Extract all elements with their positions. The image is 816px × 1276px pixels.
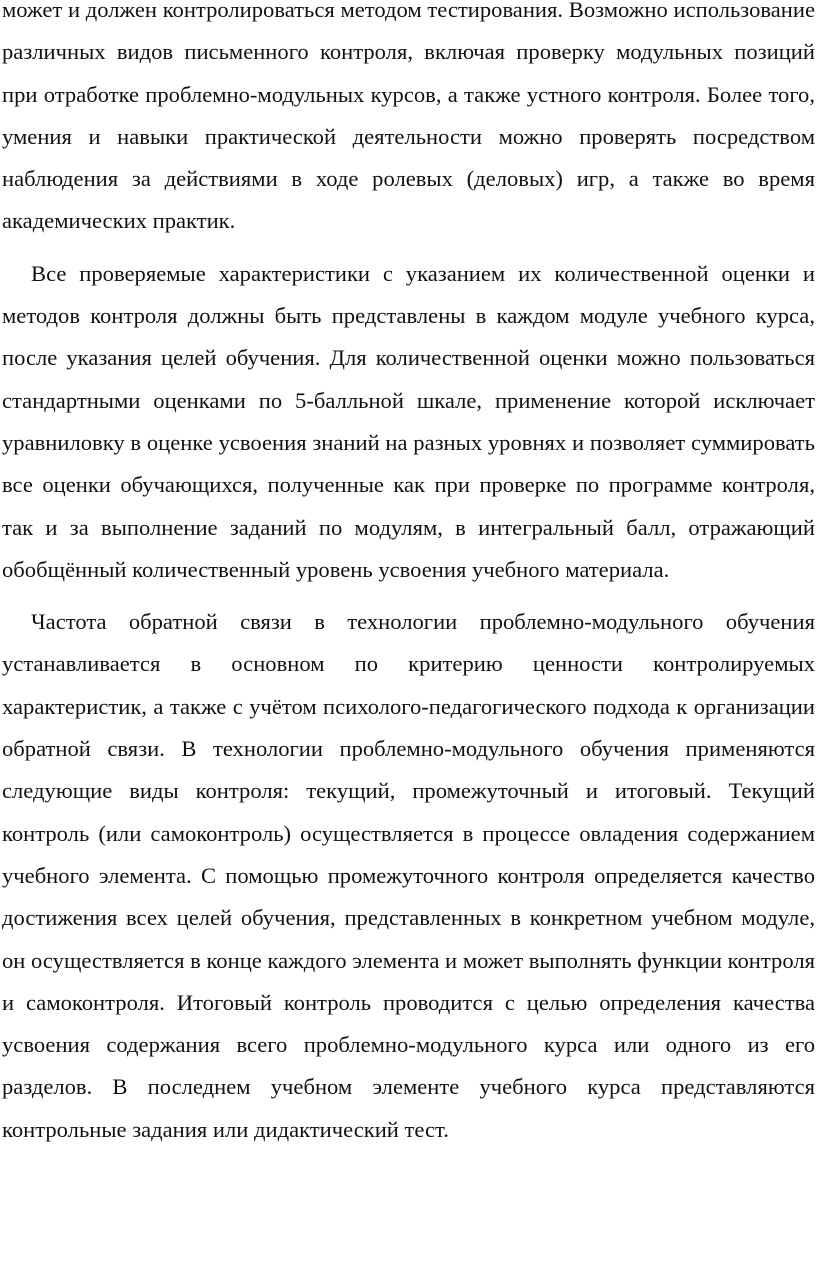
paragraph-continuation: может и должен контролироваться методом тестирования. Возможно использование различных видов письменного контроля, включая проверку модульных позиций при отработке проблемно-модульных курсов, а также устного контроля. Более того, умения и навыки практической деятельности можно проверять посредством наблюдения за действиями в ходе ролевых (деловых) игр, а также во время академических практик. [2,0,815,234]
paragraph-feedback-frequency: Частота обратной связи в технологии проблемно-модульного обучения устанавливается в основном по критерию ценности контролируемых характеристик, а также с учётом психолого-педагогического подхода к организации обратной связи. В технологии проблемно-модульного обучения применяются следующие виды контроля: текущий, промежуточный и итоговый. Текущий контроль (или самоконтроль) осуществляется в процессе овладения содержанием учебного элемента. С помощью промежуточного контроля определяется качество достижения всех целей обучения, представленных в конкретном учебном модуле, он осуществляется в конце каждого элемента и может выполнять функции контроля и самоконтроля. Итоговый контроль проводится с целью определения качества усвоения содержания всего проблемно-модульного курса или одного из его разделов. В последнем учебном элементе учебного курса представляются контрольные задания или дидактический тест. [2,609,815,1142]
paragraph-characteristics: Все проверяемые характеристики с указанием их количественной оценки и методов контроля должны быть представлены в каждом модуле учебного курса, после указания целей обучения. Для количественной оценки можно пользоваться стандартными оценками по 5-балльной шкале, применение которой исключает уравниловку в оценке усвоения знаний на разных уровнях и позволяет суммировать все оценки обучающихся, полученные как при проверке по программе контроля, так и за выполнение заданий по модулям, в интегральный балл, отражающий обобщённый количественный уровень усвоения учебного материала. [2,260,815,582]
